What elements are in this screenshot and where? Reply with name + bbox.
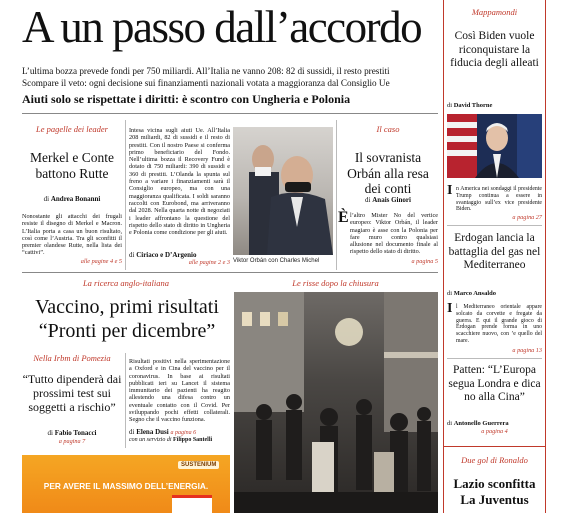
- nightlife-photo-art: [234, 292, 438, 513]
- nightlife-photo[interactable]: [234, 292, 438, 513]
- orban-photo-caption: Viktor Orbán con Charles Michel: [233, 258, 320, 264]
- service-author: Filippo Santelli: [173, 437, 213, 443]
- center-ref[interactable]: alle pagine 2 e 3: [188, 259, 230, 266]
- pagelle-body: Nonostante gli attacchi dei frugali resiste il disegno di Merkel e Macron. L’Italia porta a casa un buon risultato, così come l’Austria. Tra gli sconfitti il premier olandese Rutte, nella lista dei “cattivi”.: [22, 213, 122, 257]
- subheadline-2: Scompare il veto: ogni decisione sui finanziamenti nazionali votata a maggioranza dal Consiglio Ue: [22, 78, 390, 88]
- ad-text: PER AVERE IL MASSIMO DELL’ENERGIA.: [43, 481, 209, 491]
- vaccino-ref[interactable]: a pagina 6: [170, 430, 197, 436]
- byline-prefix: di: [43, 195, 50, 203]
- byline-author: Elena Dusi: [136, 428, 169, 436]
- pomezia-byline: [22, 429, 122, 437]
- erdogan-ref[interactable]: a pagina 13: [512, 347, 542, 354]
- patten-byline: [447, 420, 542, 427]
- biden-dropcap: I: [447, 183, 453, 198]
- pagelle-kicker: Le pagelle dei leader: [36, 124, 108, 134]
- caso-ref[interactable]: a pagina 5: [411, 258, 438, 265]
- ad-brand: SUSTENIUM: [178, 461, 219, 469]
- erdogan-byline: [447, 290, 542, 297]
- orban-photo[interactable]: [233, 127, 333, 255]
- vaccino-title-1[interactable]: Vaccino, primi risultati: [35, 296, 219, 318]
- erdogan-dropcap: I: [447, 301, 453, 316]
- byline-author: Anais Ginori: [372, 196, 411, 204]
- center-body: Intesa vicina sugli aiuti Ue. All’Italia 208 miliardi, 82 di sussidi e il resto di prestiti. Con il nostro Paese si conferma primo beneficiario del Fondo. Nell’ultima bozza il Recovery Fund è dotato di 750 miliardi: 390 di sussidi e 360 di prestiti. L’Olanda la spunta sul freno a variare i finanziamenti sarà il Consiglio europeo, ma con una maggioranza qualificata. I soldi saranno raccolti con Eurobond, ma arriveranno dal 2028. Nella quarta notte di negoziati i leader affrontano la questione del rispetto dello stato di diritto in Ungheria e Polonia come condizione per gli aiuti.: [129, 127, 230, 237]
- ronaldo-kicker: Due gol di Ronaldo: [461, 455, 528, 465]
- erdogan-title[interactable]: Erdogan lancia la battaglia del gas nel Mediterraneo: [448, 232, 541, 271]
- caso-byline: [338, 196, 438, 204]
- pagelle-title[interactable]: Merkel e Conte battono Rutte: [30, 150, 114, 181]
- caso-dropcap: È: [338, 209, 349, 226]
- vaccino-title-2[interactable]: “Pronti per dicembre”: [38, 320, 216, 342]
- main-headline: A un passo dall’accordo: [22, 2, 422, 52]
- pomezia-ref[interactable]: a pagina 7: [58, 438, 86, 445]
- biden-photo[interactable]: [447, 114, 542, 178]
- vaccino-byline: [129, 428, 230, 436]
- right-divider-2: [447, 358, 542, 359]
- biden-ref[interactable]: a pagina 27: [512, 214, 542, 221]
- col-divider-1: [125, 120, 126, 270]
- mappamondi-kicker: Mappamondi: [471, 7, 518, 17]
- biden-photo-art: [447, 114, 542, 178]
- right-divider-3: [443, 446, 546, 447]
- byline-author: Andrea Bonanni: [50, 195, 101, 203]
- risse-kicker: Le risse dopo la chiusura: [292, 278, 379, 288]
- subheadline-3: Aiuti solo se rispettate i diritti: è scontro con Ungheria e Polonia: [22, 92, 351, 106]
- sustenium-ad[interactable]: [22, 455, 230, 513]
- caso-body: l’altro Mister No del vertice europeo: Viktor Orbán, il leader magiaro è asse con la Polonia per fare muro contro qualsiasi allusione nel documento finale al rispetto dello stato di diritto.: [350, 212, 438, 256]
- ad-product-box: [172, 495, 212, 513]
- pagelle-byline: [22, 195, 122, 203]
- byline-author: Antonello Guerrera: [453, 420, 509, 427]
- byline-prefix: di: [129, 251, 135, 259]
- section-divider: [22, 272, 438, 273]
- masthead-divider: [22, 113, 438, 114]
- byline-prefix: di: [47, 429, 53, 437]
- byline-prefix: di: [447, 102, 453, 109]
- byline-prefix: di: [365, 196, 371, 204]
- byline-prefix: di: [447, 290, 453, 297]
- pomezia-kicker: Nella Irbm di Pomezia: [33, 353, 111, 363]
- col-divider-2: [336, 120, 337, 270]
- biden-byline: [447, 102, 542, 109]
- vaccino-service: [129, 437, 230, 443]
- orban-photo-art: [233, 127, 333, 255]
- pomezia-quote[interactable]: “Tutto dipenderà dai prossimi test sui soggetti a rischio”: [22, 372, 122, 414]
- center-byline: [129, 251, 230, 259]
- erdogan-body: l Mediterraneo orientale appare solcato da corvette e fregate da guerra. E qui il grande gioco di Erdogan prende forma in uno scacchiere nuovo, con ’e quello del mare.: [456, 304, 542, 344]
- byline-prefix: di: [129, 428, 135, 436]
- patten-ref[interactable]: a pagina 4: [481, 428, 508, 435]
- patten-title[interactable]: Patten: “L’Europa segua Londra e dica no alla Cina”: [448, 364, 541, 403]
- col-divider-3: [125, 353, 126, 448]
- caso-kicker: Il caso: [376, 124, 400, 134]
- vaccino-body: Risultati positivi nella sperimentazione a Oxford e in Cina del vaccino per il coronavirus. In base ai risultati pubblicati ieri su Lancet il sistema immunitario dei pazienti ha reagito allestendo una difesa contro un eventuale contatto con il Covid. Per sviluppando pochi effetti collaterali. Segno che il vaccino funziona.: [129, 358, 230, 424]
- vaccino-kicker: La ricerca anglo-italiana: [82, 278, 170, 288]
- byline-author: Fabio Tonacci: [54, 429, 97, 437]
- byline-author: Marco Ansaldo: [453, 290, 497, 297]
- subheadline-1: L’ultima bozza prevede fondi per 750 miliardi. All’Italia ne vanno 208: 82 di sussidi, il resto prestiti: [22, 66, 390, 76]
- biden-title[interactable]: Così Biden vuole riconquistare la fiducia degli alleati: [450, 30, 539, 69]
- service-prefix: con un servizio di: [129, 437, 172, 443]
- byline-author: David Thorne: [453, 102, 493, 109]
- caso-title[interactable]: Il sovranista Orbán alla resa dei conti: [347, 150, 429, 196]
- lazio-title[interactable]: Lazio sconfitta La Juventus: [453, 476, 536, 507]
- byline-author: Ciriaco e D’Argenio: [136, 251, 197, 259]
- biden-body: n America nei sondaggi il presidente Trump continua a essere in svantaggio sull’ex vice presidente Biden.: [456, 186, 542, 213]
- pagelle-ref[interactable]: alle pagine 4 e 5: [80, 258, 122, 265]
- right-divider-1: [447, 225, 542, 226]
- byline-prefix: di: [447, 420, 453, 427]
